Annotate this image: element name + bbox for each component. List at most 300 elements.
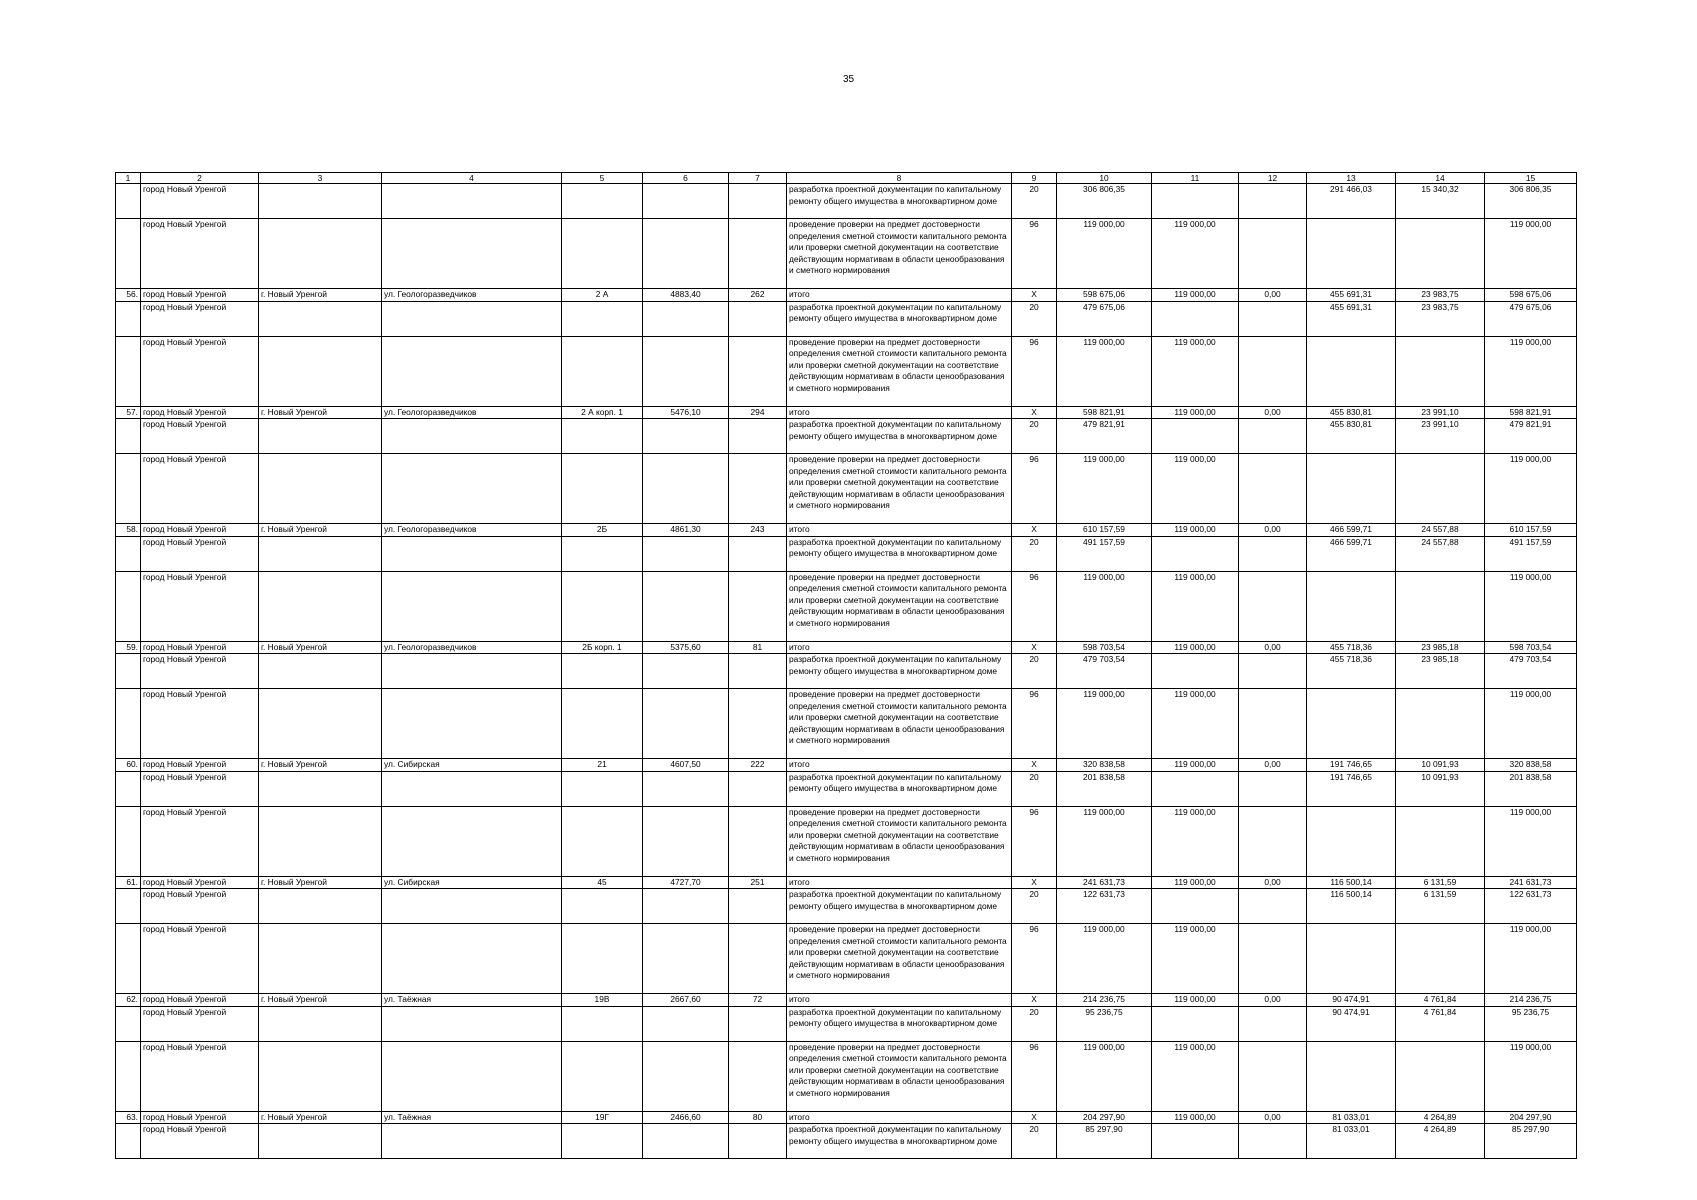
house-cell: 2Б корп. 1 (562, 641, 643, 654)
amount-cell-12: 0,00 (1239, 524, 1307, 537)
amount-cell-15: 119 000,00 (1485, 571, 1577, 641)
house-cell: 2Б (562, 524, 643, 537)
municipality-cell: город Новый Уренгой (141, 924, 259, 994)
amount-cell-11: 119 000,00 (1152, 994, 1239, 1007)
area-cell (643, 301, 729, 336)
column-number: 15 (1485, 173, 1577, 184)
amount-cell-15: 119 000,00 (1485, 689, 1577, 759)
house-cell (562, 806, 643, 876)
amount-cell-14: 15 340,32 (1396, 184, 1485, 219)
work-code-cell: 20 (1012, 654, 1057, 689)
municipality-cell: город Новый Уренгой (141, 771, 259, 806)
amount-cell-14: 10 091,93 (1396, 771, 1485, 806)
settlement-cell (259, 1006, 382, 1041)
settlement-cell: г. Новый Уренгой (259, 1111, 382, 1124)
row-number-cell: 59. (116, 641, 141, 654)
table-row-check (116, 219, 1577, 289)
row-number-cell (116, 571, 141, 641)
amount-cell-13 (1307, 219, 1396, 289)
column-number: 8 (787, 173, 1012, 184)
work-type-cell: разработка проектной документации по капитальному ремонту общего имущества в многоквартирном доме (787, 1006, 1012, 1041)
municipality-cell: город Новый Уренгой (141, 759, 259, 772)
area-cell (643, 219, 729, 289)
area-cell: 4861,30 (643, 524, 729, 537)
amount-cell-15: 479 675,06 (1485, 301, 1577, 336)
column-number: 6 (643, 173, 729, 184)
amount-cell-15: 119 000,00 (1485, 336, 1577, 406)
row-number-cell (116, 219, 141, 289)
street-cell (382, 771, 562, 806)
amount-cell-12 (1239, 771, 1307, 806)
amount-cell-14: 6 131,59 (1396, 876, 1485, 889)
row-number-cell: 57. (116, 406, 141, 419)
area-cell (643, 336, 729, 406)
house-cell: 2 А (562, 289, 643, 302)
municipality-cell: город Новый Уренгой (141, 689, 259, 759)
column-number: 12 (1239, 173, 1307, 184)
amount-cell-11 (1152, 419, 1239, 454)
amount-cell-12 (1239, 219, 1307, 289)
amount-cell-15: 95 236,75 (1485, 1006, 1577, 1041)
street-cell (382, 924, 562, 994)
amount-cell-11: 119 000,00 (1152, 219, 1239, 289)
settlement-cell (259, 1041, 382, 1111)
street-cell: ул. Геологоразведчиков (382, 524, 562, 537)
table-row-total (116, 759, 1577, 772)
settlement-cell (259, 924, 382, 994)
house-cell (562, 571, 643, 641)
street-cell: ул. Геологоразведчиков (382, 289, 562, 302)
municipality-cell: город Новый Уренгой (141, 654, 259, 689)
amount-cell-12: 0,00 (1239, 1111, 1307, 1124)
amount-cell-13: 455 830,81 (1307, 419, 1396, 454)
amount-cell-10: 598 821,91 (1057, 406, 1152, 419)
amount-cell-10: 214 236,75 (1057, 994, 1152, 1007)
street-cell: ул. Сибирская (382, 876, 562, 889)
amount-cell-15: 598 703,54 (1485, 641, 1577, 654)
amount-cell-10: 479 821,91 (1057, 419, 1152, 454)
amount-cell-12 (1239, 184, 1307, 219)
area-cell (643, 771, 729, 806)
area-cell: 4883,40 (643, 289, 729, 302)
street-cell (382, 536, 562, 571)
area-cell (643, 654, 729, 689)
table-row-design (116, 419, 1577, 454)
table-row-total (116, 289, 1577, 302)
amount-cell-11: 119 000,00 (1152, 524, 1239, 537)
amount-cell-11: 119 000,00 (1152, 1041, 1239, 1111)
column-number: 1 (116, 173, 141, 184)
house-cell (562, 924, 643, 994)
street-cell: ул. Таёжная (382, 1111, 562, 1124)
work-type-cell: разработка проектной документации по капитальному ремонту общего имущества в многоквартирном доме (787, 419, 1012, 454)
work-type-cell: проведение проверки на предмет достоверности определения сметной стоимости капитального ремонта или проверки сметной документации на соответствие действующим нормативам в области ценообразования и сметного нормирования (787, 924, 1012, 994)
people-cell: 243 (729, 524, 787, 537)
house-cell (562, 454, 643, 524)
work-type-cell: итого (787, 524, 1012, 537)
street-cell: ул. Сибирская (382, 759, 562, 772)
work-type-cell: проведение проверки на предмет достоверности определения сметной стоимости капитального ремонта или проверки сметной документации на соответствие действующим нормативам в области ценообразования и сметного нормирования (787, 219, 1012, 289)
people-cell (729, 889, 787, 924)
amount-cell-10: 119 000,00 (1057, 806, 1152, 876)
amount-cell-15: 119 000,00 (1485, 924, 1577, 994)
people-cell: 294 (729, 406, 787, 419)
table-row-check (116, 924, 1577, 994)
house-cell (562, 1041, 643, 1111)
house-cell: 19В (562, 994, 643, 1007)
area-cell: 5476,10 (643, 406, 729, 419)
table-row-design (116, 654, 1577, 689)
amount-cell-14 (1396, 806, 1485, 876)
amount-cell-11: 119 000,00 (1152, 571, 1239, 641)
amount-cell-13: 81 033,01 (1307, 1124, 1396, 1159)
amount-cell-13: 466 599,71 (1307, 524, 1396, 537)
table-row-design (116, 771, 1577, 806)
people-cell (729, 771, 787, 806)
street-cell (382, 336, 562, 406)
settlement-cell (259, 654, 382, 689)
amount-cell-11 (1152, 889, 1239, 924)
area-cell: 5375,60 (643, 641, 729, 654)
area-cell (643, 571, 729, 641)
table-row-check (116, 454, 1577, 524)
amount-cell-11 (1152, 771, 1239, 806)
row-number-cell (116, 336, 141, 406)
amount-cell-14: 23 983,75 (1396, 289, 1485, 302)
work-code-cell: Х (1012, 876, 1057, 889)
settlement-cell: г. Новый Уренгой (259, 759, 382, 772)
area-cell: 4607,50 (643, 759, 729, 772)
amount-cell-11 (1152, 536, 1239, 571)
street-cell (382, 1041, 562, 1111)
table-row-total (116, 994, 1577, 1007)
amount-cell-14: 23 983,75 (1396, 301, 1485, 336)
people-cell: 72 (729, 994, 787, 1007)
row-number-cell: 63. (116, 1111, 141, 1124)
amount-cell-11 (1152, 654, 1239, 689)
amount-cell-12: 0,00 (1239, 289, 1307, 302)
amount-cell-12 (1239, 924, 1307, 994)
area-cell: 2667,60 (643, 994, 729, 1007)
area-cell (643, 889, 729, 924)
amount-cell-13: 455 718,36 (1307, 641, 1396, 654)
work-type-cell: разработка проектной документации по капитальному ремонту общего имущества в многоквартирном доме (787, 301, 1012, 336)
amount-cell-14 (1396, 571, 1485, 641)
amount-cell-10: 610 157,59 (1057, 524, 1152, 537)
people-cell (729, 536, 787, 571)
amount-cell-10: 122 631,73 (1057, 889, 1152, 924)
table-row-check (116, 571, 1577, 641)
amount-cell-15: 320 838,58 (1485, 759, 1577, 772)
settlement-cell (259, 184, 382, 219)
table-row-total (116, 1111, 1577, 1124)
municipality-cell: город Новый Уренгой (141, 806, 259, 876)
work-code-cell: 96 (1012, 806, 1057, 876)
street-cell (382, 654, 562, 689)
row-number-cell (116, 889, 141, 924)
amount-cell-11: 119 000,00 (1152, 641, 1239, 654)
municipality-cell: город Новый Уренгой (141, 289, 259, 302)
amount-cell-12: 0,00 (1239, 406, 1307, 419)
table-row-design (116, 184, 1577, 219)
work-type-cell: итого (787, 641, 1012, 654)
work-code-cell: Х (1012, 289, 1057, 302)
table-row-design (116, 301, 1577, 336)
work-code-cell: 96 (1012, 1041, 1057, 1111)
work-code-cell: 20 (1012, 184, 1057, 219)
work-code-cell: Х (1012, 406, 1057, 419)
amount-cell-15: 119 000,00 (1485, 1041, 1577, 1111)
amount-cell-13: 191 746,65 (1307, 759, 1396, 772)
area-cell: 4727,70 (643, 876, 729, 889)
municipality-cell: город Новый Уренгой (141, 219, 259, 289)
people-cell: 251 (729, 876, 787, 889)
street-cell (382, 1006, 562, 1041)
people-cell (729, 301, 787, 336)
amount-cell-11: 119 000,00 (1152, 454, 1239, 524)
municipality-cell: город Новый Уренгой (141, 184, 259, 219)
municipality-cell: город Новый Уренгой (141, 454, 259, 524)
amount-cell-12 (1239, 689, 1307, 759)
settlement-cell (259, 301, 382, 336)
amount-cell-13: 90 474,91 (1307, 994, 1396, 1007)
area-cell (643, 184, 729, 219)
people-cell (729, 1041, 787, 1111)
amount-cell-11: 119 000,00 (1152, 876, 1239, 889)
table-row-total (116, 524, 1577, 537)
amount-cell-10: 119 000,00 (1057, 924, 1152, 994)
table-row-design (116, 889, 1577, 924)
municipality-cell: город Новый Уренгой (141, 336, 259, 406)
municipality-cell: город Новый Уренгой (141, 524, 259, 537)
amount-cell-15: 306 806,35 (1485, 184, 1577, 219)
amount-cell-13: 81 033,01 (1307, 1111, 1396, 1124)
settlement-cell (259, 806, 382, 876)
amount-cell-12 (1239, 889, 1307, 924)
amount-cell-12 (1239, 419, 1307, 454)
house-cell (562, 419, 643, 454)
table-row-total (116, 641, 1577, 654)
column-number: 3 (259, 173, 382, 184)
amount-cell-12 (1239, 571, 1307, 641)
column-number: 7 (729, 173, 787, 184)
column-number: 4 (382, 173, 562, 184)
amount-cell-14: 10 091,93 (1396, 759, 1485, 772)
settlement-cell (259, 454, 382, 524)
work-code-cell: 20 (1012, 301, 1057, 336)
people-cell (729, 1124, 787, 1159)
amount-cell-10: 479 703,54 (1057, 654, 1152, 689)
house-cell (562, 1006, 643, 1041)
row-number-cell: 62. (116, 994, 141, 1007)
amount-cell-10: 320 838,58 (1057, 759, 1152, 772)
amount-cell-10: 479 675,06 (1057, 301, 1152, 336)
amount-cell-14 (1396, 454, 1485, 524)
row-number-cell (116, 184, 141, 219)
street-cell (382, 806, 562, 876)
amount-cell-11 (1152, 1124, 1239, 1159)
amount-cell-11 (1152, 184, 1239, 219)
municipality-cell: город Новый Уренгой (141, 1124, 259, 1159)
municipality-cell: город Новый Уренгой (141, 1111, 259, 1124)
amount-cell-13: 191 746,65 (1307, 771, 1396, 806)
amount-cell-14: 4 264,89 (1396, 1124, 1485, 1159)
settlement-cell (259, 336, 382, 406)
house-cell: 19Г (562, 1111, 643, 1124)
work-type-cell: проведение проверки на предмет достоверности определения сметной стоимости капитального ремонта или проверки сметной документации на соответствие действующим нормативам в области ценообразования и сметного нормирования (787, 1041, 1012, 1111)
amount-cell-13 (1307, 924, 1396, 994)
amount-cell-15: 598 821,91 (1485, 406, 1577, 419)
amount-cell-14: 23 985,18 (1396, 654, 1485, 689)
amount-cell-14 (1396, 336, 1485, 406)
amount-cell-13: 455 718,36 (1307, 654, 1396, 689)
amount-cell-12: 0,00 (1239, 641, 1307, 654)
work-type-cell: итого (787, 876, 1012, 889)
amount-cell-13 (1307, 689, 1396, 759)
row-number-cell (116, 454, 141, 524)
amount-cell-11: 119 000,00 (1152, 806, 1239, 876)
column-number-row (116, 173, 1577, 184)
municipality-cell: город Новый Уренгой (141, 1041, 259, 1111)
municipality-cell: город Новый Уренгой (141, 994, 259, 1007)
work-type-cell: итого (787, 759, 1012, 772)
amount-cell-15: 204 297,90 (1485, 1111, 1577, 1124)
work-code-cell: 96 (1012, 336, 1057, 406)
work-type-cell: проведение проверки на предмет достоверности определения сметной стоимости капитального ремонта или проверки сметной документации на соответствие действующим нормативам в области ценообразования и сметного нормирования (787, 336, 1012, 406)
area-cell (643, 924, 729, 994)
amount-cell-15: 122 631,73 (1485, 889, 1577, 924)
work-code-cell: 96 (1012, 454, 1057, 524)
column-number: 10 (1057, 173, 1152, 184)
people-cell (729, 654, 787, 689)
work-code-cell: Х (1012, 1111, 1057, 1124)
work-type-cell: разработка проектной документации по капитальному ремонту общего имущества в многоквартирном доме (787, 536, 1012, 571)
amount-cell-13: 116 500,14 (1307, 889, 1396, 924)
area-cell: 2466,60 (643, 1111, 729, 1124)
row-number-cell (116, 1006, 141, 1041)
work-type-cell: проведение проверки на предмет достоверности определения сметной стоимости капитального ремонта или проверки сметной документации на соответствие действующим нормативам в области ценообразования и сметного нормирования (787, 806, 1012, 876)
amount-cell-15: 119 000,00 (1485, 454, 1577, 524)
amount-cell-10: 95 236,75 (1057, 1006, 1152, 1041)
amount-cell-12 (1239, 654, 1307, 689)
work-type-cell: разработка проектной документации по капитальному ремонту общего имущества в многоквартирном доме (787, 184, 1012, 219)
row-number-cell: 56. (116, 289, 141, 302)
amount-cell-10: 119 000,00 (1057, 219, 1152, 289)
table-row-design (116, 536, 1577, 571)
amount-cell-14 (1396, 219, 1485, 289)
amount-cell-12 (1239, 1041, 1307, 1111)
amount-cell-11: 119 000,00 (1152, 759, 1239, 772)
work-code-cell: 20 (1012, 1006, 1057, 1041)
people-cell: 80 (729, 1111, 787, 1124)
settlement-cell: г. Новый Уренгой (259, 876, 382, 889)
row-number-cell (116, 419, 141, 454)
amount-cell-12 (1239, 806, 1307, 876)
house-cell (562, 689, 643, 759)
amount-cell-15: 85 297,90 (1485, 1124, 1577, 1159)
table-body (116, 173, 1577, 1159)
work-type-cell: итого (787, 406, 1012, 419)
settlement-cell (259, 536, 382, 571)
table-row-total (116, 876, 1577, 889)
work-code-cell: 96 (1012, 689, 1057, 759)
people-cell (729, 1006, 787, 1041)
work-code-cell: 20 (1012, 771, 1057, 806)
people-cell (729, 571, 787, 641)
municipality-cell: город Новый Уренгой (141, 571, 259, 641)
amount-cell-15: 598 675,06 (1485, 289, 1577, 302)
settlement-cell: г. Новый Уренгой (259, 289, 382, 302)
table-row-design (116, 1124, 1577, 1159)
amount-cell-13 (1307, 454, 1396, 524)
amount-cell-11: 119 000,00 (1152, 1111, 1239, 1124)
municipality-cell: город Новый Уренгой (141, 1006, 259, 1041)
street-cell: ул. Геологоразведчиков (382, 406, 562, 419)
municipality-cell: город Новый Уренгой (141, 301, 259, 336)
amount-cell-12 (1239, 536, 1307, 571)
row-number-cell (116, 806, 141, 876)
area-cell (643, 806, 729, 876)
amount-cell-14: 24 557,88 (1396, 524, 1485, 537)
capital-repair-table (115, 172, 1577, 1159)
street-cell (382, 184, 562, 219)
house-cell (562, 219, 643, 289)
work-type-cell: итого (787, 1111, 1012, 1124)
work-type-cell: проведение проверки на предмет достоверности определения сметной стоимости капитального ремонта или проверки сметной документации на соответствие действующим нормативам в области ценообразования и сметного нормирования (787, 689, 1012, 759)
municipality-cell: город Новый Уренгой (141, 889, 259, 924)
house-cell (562, 336, 643, 406)
house-cell (562, 184, 643, 219)
work-code-cell: Х (1012, 759, 1057, 772)
street-cell: ул. Таёжная (382, 994, 562, 1007)
settlement-cell: г. Новый Уренгой (259, 994, 382, 1007)
row-number-cell (116, 301, 141, 336)
house-cell (562, 1124, 643, 1159)
work-code-cell: 20 (1012, 1124, 1057, 1159)
work-type-cell: разработка проектной документации по капитальному ремонту общего имущества в многоквартирном доме (787, 654, 1012, 689)
amount-cell-13 (1307, 336, 1396, 406)
row-number-cell: 60. (116, 759, 141, 772)
work-type-cell: проведение проверки на предмет достоверности определения сметной стоимости капитального ремонта или проверки сметной документации на соответствие действующим нормативам в области ценообразования и сметного нормирования (787, 571, 1012, 641)
amount-cell-14: 4 264,89 (1396, 1111, 1485, 1124)
amount-cell-13 (1307, 571, 1396, 641)
amount-cell-10: 119 000,00 (1057, 689, 1152, 759)
street-cell (382, 571, 562, 641)
house-cell (562, 889, 643, 924)
amount-cell-13: 455 691,31 (1307, 301, 1396, 336)
amount-cell-10: 119 000,00 (1057, 336, 1152, 406)
settlement-cell (259, 219, 382, 289)
amount-cell-15: 610 157,59 (1485, 524, 1577, 537)
work-type-cell: итого (787, 994, 1012, 1007)
amount-cell-12 (1239, 1124, 1307, 1159)
row-number-cell (116, 1124, 141, 1159)
amount-cell-14: 23 991,10 (1396, 406, 1485, 419)
amount-cell-10: 598 703,54 (1057, 641, 1152, 654)
area-cell (643, 1006, 729, 1041)
table-row-check (116, 806, 1577, 876)
municipality-cell: город Новый Уренгой (141, 406, 259, 419)
amount-cell-12 (1239, 1006, 1307, 1041)
amount-cell-11 (1152, 1006, 1239, 1041)
house-cell (562, 654, 643, 689)
amount-cell-10: 201 838,58 (1057, 771, 1152, 806)
settlement-cell: г. Новый Уренгой (259, 641, 382, 654)
amount-cell-10: 306 806,35 (1057, 184, 1152, 219)
settlement-cell (259, 1124, 382, 1159)
amount-cell-11: 119 000,00 (1152, 689, 1239, 759)
amount-cell-10: 491 157,59 (1057, 536, 1152, 571)
